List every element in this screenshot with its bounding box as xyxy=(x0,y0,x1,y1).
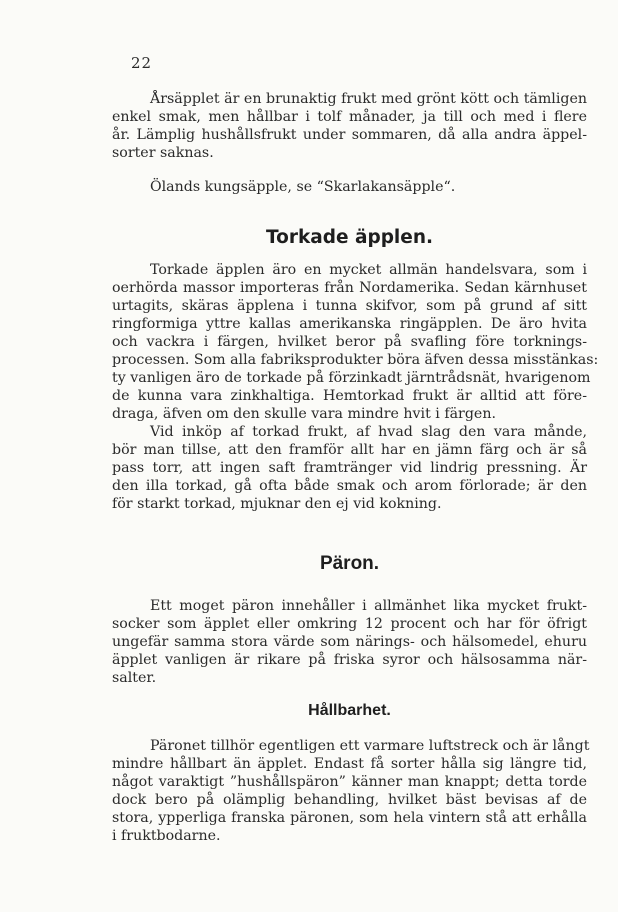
section-heading-torkade: Torkade äpplen. xyxy=(265,227,434,248)
text-line: Torkade äpplen äro en mycket allmän handelsvara, som i xyxy=(150,262,587,278)
text-line: dock bero på olämplig behandling, hvilket bäst bevisas af de xyxy=(112,792,587,808)
text-line: Päronet tillhör egentligen ett varmare luftstreck och är långt xyxy=(150,738,590,754)
text-line: ringformiga yttre kallas amerikanska ringäpplen. De äro hvita xyxy=(112,316,587,332)
text-line: bör man tillse, att den framför allt har en jämn färg och är så xyxy=(112,442,587,458)
section-heading-paron: Päron. xyxy=(319,553,380,574)
text-line: salter. xyxy=(112,670,157,686)
section-heading-hallbarhet: Hållbarhet. xyxy=(308,702,391,719)
text-line: och vackra i färgen, hvilket beror på svafling före torknings- xyxy=(112,334,587,350)
text-line: Ölands kungsäpple, se “Skarlakansäpple“. xyxy=(150,179,456,195)
text-line: draga, äfven om den skulle vara mindre hvit i färgen. xyxy=(112,406,496,422)
text-line: i fruktbodarne. xyxy=(112,828,221,844)
text-line: Ett moget päron innehåller i allmänhet lika mycket frukt- xyxy=(150,598,587,614)
text-line: de kunna vara zinkhaltiga. Hemtorkad frukt är alltid att före- xyxy=(112,388,587,404)
text-line: urtagits, skäras äpplena i tunna skifvor, som på grund af sitt xyxy=(112,298,587,314)
text-line: socker som äpplet eller omkring 12 procent och har för öfrigt xyxy=(112,616,587,632)
text-line: äpplet vanligen är rikare på friska syror och hälsosamma när- xyxy=(112,652,587,668)
text-line: något varaktigt ”hushållspäron” känner man knappt; detta torde xyxy=(112,774,587,790)
text-line: processen. Som alla fabriksprodukter böra äfven dessa misstänkas: xyxy=(112,352,599,368)
text-line: sorter saknas. xyxy=(112,145,214,161)
text-line: enkel smak, men hållbar i tolf månader, ja till och med i flere xyxy=(112,109,587,125)
text-line: Vid inköp af torkad frukt, af hvad slag den vara månde, xyxy=(150,424,587,440)
text-line: år. Lämplig hushållsfrukt under sommaren, då alla andra äppel- xyxy=(112,127,587,143)
text-line: mindre hållbart än äpplet. Endast få sorter hålla sig längre tid, xyxy=(112,756,587,772)
text-line: pass torr, att ingen saft framtränger vid lindrig pressning. Är xyxy=(112,460,587,476)
page-number: 22 xyxy=(131,54,153,72)
text-line: för starkt torkad, mjuknar den ej vid kokning. xyxy=(112,496,442,512)
text-line: stora, ypperliga franska päronen, som hela vintern stå att erhålla xyxy=(112,810,587,826)
text-line: Årsäpplet är en brunaktig frukt med grönt kött och tämligen xyxy=(150,91,587,107)
text-line: oerhörda massor importeras från Nordamerika. Sedan kärnhuset xyxy=(112,280,587,296)
text-line: ungefär samma stora värde som närings- och hälsomedel, ehuru xyxy=(112,634,587,650)
text-line: den illa torkad, gå ofta både smak och arom förlorade; är den xyxy=(112,478,587,494)
text-line: ty vanligen äro de torkade på förzinkadt järntrådsnät, hvarigenom xyxy=(112,370,591,386)
